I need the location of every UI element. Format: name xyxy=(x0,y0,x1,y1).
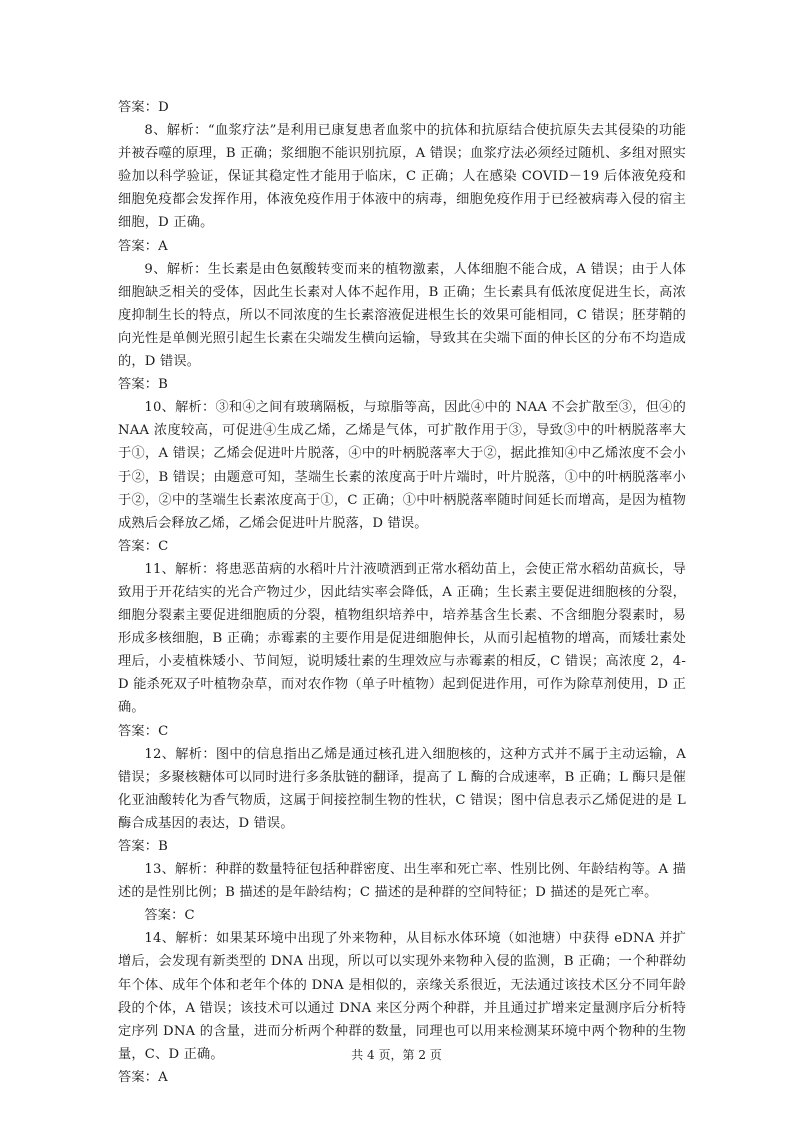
answer-line: 答案：A xyxy=(118,238,168,254)
answer-line: 答案：A xyxy=(118,1069,168,1085)
analysis-paragraph-12: 12、解析：图中的信息指出乙烯是通过核孔进入细胞核的，这种方式并不属于主动运输，A 错误；多聚核糖体可以同时进行多条肽链的翻译，提高了 L 酶的合成速率，B 正确；L 酶只是催化亚油酸转化为香气物质，这属于间接控制生物的性状，C 错误；图中信息表示乙烯促进的是 L 酶合成基因的表达，D 错误。 xyxy=(118,746,686,831)
analysis-paragraph-10: 10、解析：③和④之间有玻璃隔板，与琼脂等高，因此④中的 NAA 不会扩散至③，但④的 NAA 浓度较高，可促进④生成乙烯，乙烯是气体，可扩散作用于③，导致③中的叶柄脱落率大于①，A 错误；乙烯会促进叶片脱落，④中的叶柄脱落率大于②，据此推知④中乙烯浓度不会小于②，B 错误；由题意可知，茎端生长素的浓度高于叶片端时，叶片脱落，①中的叶柄脱落率小于②，②中的茎端生长素浓度高于①，C 正确；①中叶柄脱落率随时间延长而增高，是因为植物成熟后会释放乙烯，乙烯会促进叶片脱落，D 错误。 xyxy=(118,400,686,531)
answer-line: 答案：D xyxy=(118,100,169,115)
analysis-paragraph-11: 11、解析：将患恶苗病的水稻叶片汁液喷洒到正常水稻幼苗上，会使正常水稻幼苗疯长，导致用于开花结实的光合产物过少，因此结实率会降低，A 正确；生长素主要促进细胞核的分裂，细胞分裂素主要促进细胞质的分裂，植物组织培养中，培养基含生长素、不含细胞分裂素时，易形成多核细胞，B 正确；赤霉素的主要作用是促进细胞伸长，从而引起植物的增高，而矮壮素处理后，小麦植株矮小、节间短，说明矮壮素的生理效应与赤霉素的相反，C 错误；高浓度 2，4-D 能杀死双子叶植物杂草，而对农作物（单子叶植物）起到促进作用，可作为除草剂使用，D 正确。 xyxy=(118,561,686,716)
answer-analysis-content xyxy=(118,96,686,1089)
answer-line: 答案：C xyxy=(118,538,169,554)
analysis-paragraph-13: 13、解析：种群的数量特征包括种群密度、出生率和死亡率、性别比例、年龄结构等。A 描述的是性别比例；B 描述的是年龄结构；C 描述的是种群的空间特征；D 描述的是死亡率。 xyxy=(118,862,686,901)
answer-line: 答案：C xyxy=(118,723,169,739)
answer-line: 答案：C xyxy=(144,908,195,924)
analysis-paragraph-14: 14、解析：如果某环境中出现了外来物种，从目标水体环境（如池塘）中获得 eDNA 并扩增后，会发现有新类型的 DNA 出现，所以可以实现外来物种入侵的监测，B 正确；一个种群幼年个体、成年个体和老年个体的 DNA 是相似的，亲缘关系很近，无法通过该技术区分不同年龄段的个体，A 错误；该技术可以通过 DNA 来区分两个种群，并且通过扩增来定量测序后分析特定序列 DNA 的含量，进而分析两个种群的数量，同理也可以用来检测某环境中两个物种的生物量，C、D 正确。 xyxy=(118,931,686,1062)
answer-line: 答案：B xyxy=(118,377,169,393)
answer-line: 答案：B xyxy=(118,839,169,854)
analysis-paragraph-9: 9、解析：生长素是由色氨酸转变而来的植物激素，人体细胞不能合成，A 错误；由于人体细胞缺乏相关的受体，因此生长素对人体不起作用，B 正确；生长素具有低浓度促进生长，高浓度抑制生长的特点，所以不同浓度的生长素溶液促进根生长的效果可能相同，C 错误；胚芽鞘的向光性是单侧光照引起生长素在尖端发生横向运输，导致其在尖端下面的伸长区的分布不均造成的，D 错误。 xyxy=(118,261,686,370)
analysis-paragraph-8: 8、解析：“血浆疗法”是利用已康复患者血浆中的抗体和抗原结合使抗原失去其侵染的功能并被吞噬的原理，B 正确；浆细胞不能识别抗原，A 错误；血浆疗法必须经过随机、多组对照实验加以科学验证，保证其稳定性才能用于临床，C 正确；人在感染 COVID－19 后体液免疫和细胞免疫都会发挥作用，体液免疫作用于体液中的病毒，细胞免疫作用于已经被病毒入侵的宿主细胞，D 正确。 xyxy=(118,123,686,231)
page-footer: 共 4 页，第 2 页 xyxy=(351,1048,442,1062)
